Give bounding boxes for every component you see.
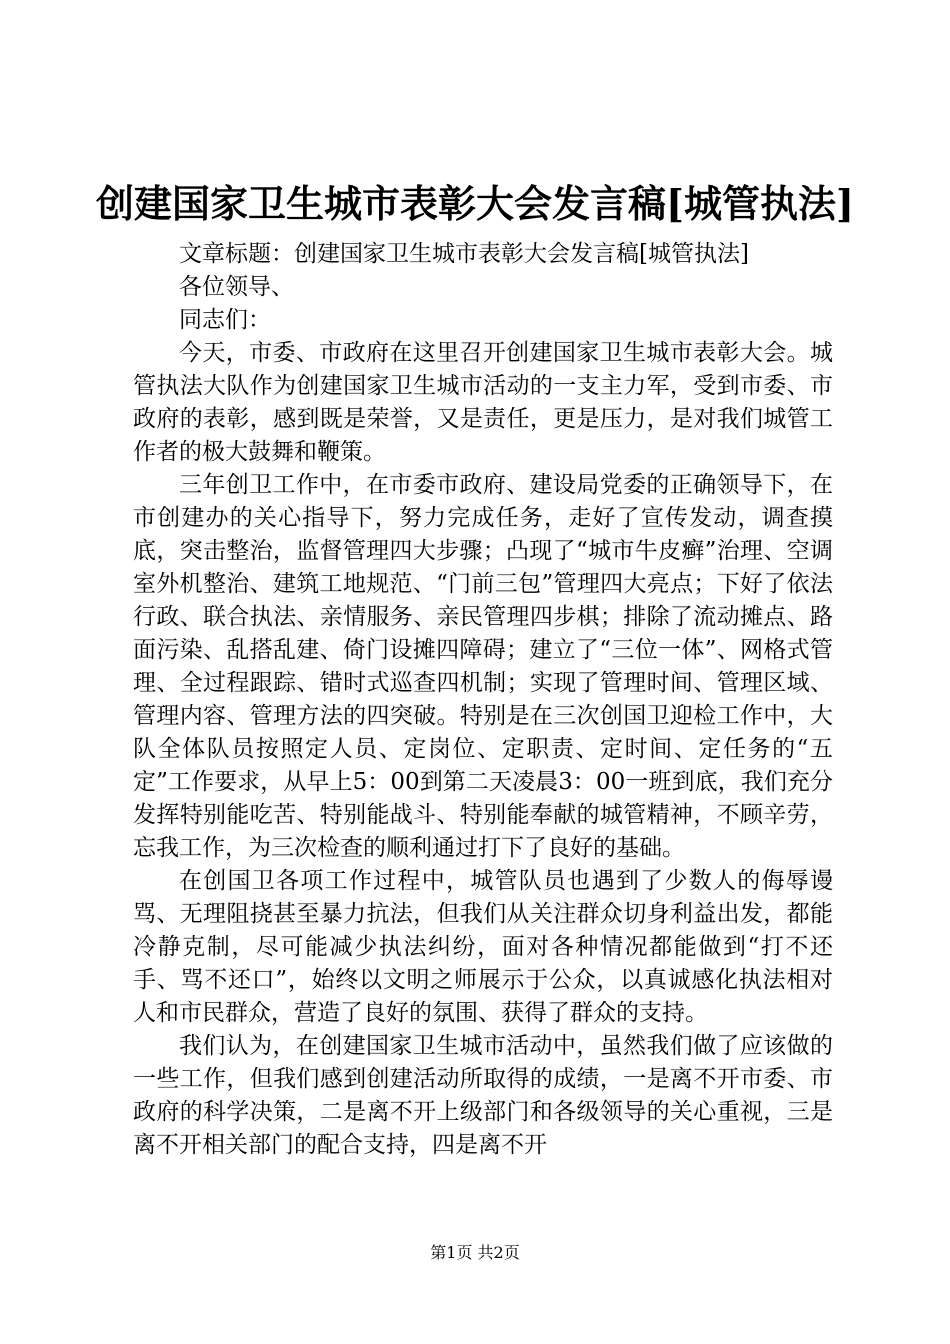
article-title-line: 文章标题：创建国家卫生城市表彰大会发言稿[城管执法]	[179, 241, 749, 267]
paragraph-conduct: 在创国卫各项工作过程中，城管队员也遇到了少数人的侮辱谩骂、无理阻挠甚至暴力抗法，但我们从关注群众切身利益出发，都能冷静克制，尽可能减少执法纠纷，面对各种情况都能做到“打不还手、骂不还口”，始终以文明之师展示于公众，以真诚感化执法相对人和市民群众，营造了良好的氛围、获得了群众的支持。	[133, 868, 833, 1026]
document-body	[133, 238, 833, 1162]
page-footer: 第1页 共2页	[430, 1243, 520, 1262]
paragraph-intro: 今天，市委、市政府在这里召开创建国家卫生城市表彰大会。城管执法大队作为创建国家卫生城市活动的一支主力军，受到市委、市政府的表彰，感到既是荣誉，又是责任，更是压力，是对我们城管工作者的极大鼓舞和鞭策。	[133, 340, 833, 465]
document-title: 创建国家卫生城市表彰大会发言稿[城管执法]	[96, 181, 854, 226]
salutation-leaders: 各位领导、	[179, 274, 294, 300]
salutation-comrades: 同志们：	[179, 307, 271, 333]
paragraph-achievements: 三年创卫工作中，在市委市政府、建设局党委的正确领导下，在市创建办的关心指导下，努力完成任务，走好了宣传发动，调查摸底，突击整治，监督管理四大步骤；凸现了“城市牛皮癣”治理、空调室外机整治、建筑工地规范、“门前三包”管理四大亮点；下好了依法行政、联合执法、亲情服务、亲民管理四步棋；排除了流动摊点、路面污染、乱搭乱建、倚门设摊四障碍；建立了“三位一体”、网格式管理、全过程跟踪、错时式巡查四机制；实现了管理时间、管理区域、管理内容、管理方法的四突破。特别是在三次创国卫迎检工作中，大队全体队员按照定人员、定岗位、定职责、定时间、定任务的“五定”工作要求，从早上5：00到第二天凌晨3：00一班到底，我们充分发挥特别能吃苦、特别能战斗、特别能奉献的城管精神，不顾辛劳，忘我工作，为三次检查的顺利通过打下了良好的基础。	[133, 472, 833, 861]
paragraph-acknowledgement: 我们认为，在创建国家卫生城市活动中，虽然我们做了应该做的一些工作，但我们感到创建活动所取得的成绩，一是离不开市委、市政府的科学决策，二是离不开上级部门和各级领导的关心重视，三是离不开相关部门的配合支持，四是离不开	[133, 1033, 833, 1158]
